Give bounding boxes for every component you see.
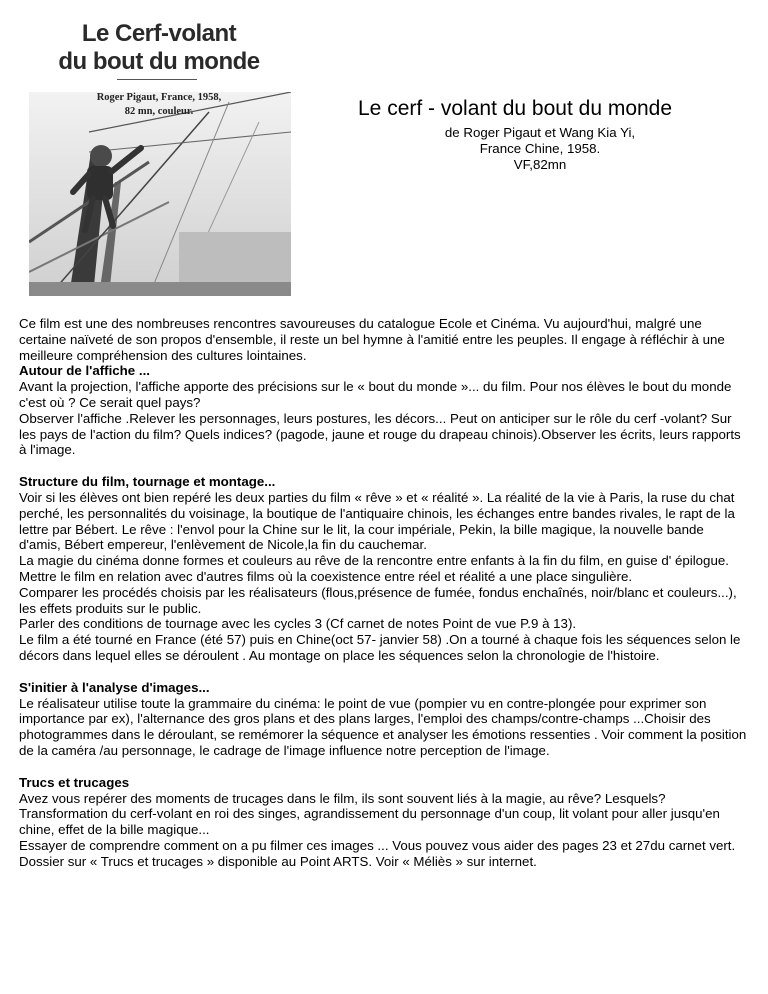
poster-credit-line2: 82 mn, couleur. (124, 106, 194, 117)
section-heading-affiche: Autour de l'affiche ... (19, 363, 150, 379)
paragraph: Avant la projection, l'affiche apporte des précisions sur le « bout du monde »... du film. Pour nos élèves le bout du monde c'est où ? Ce serait quel pays? (19, 379, 732, 410)
section-heading-trucages: Trucs et trucages (19, 774, 130, 790)
film-title: Le cerf - volant du bout du monde (358, 97, 673, 120)
film-country-year: France Chine, 1958. (479, 141, 601, 156)
paragraph: Comparer les procédés choisis par les réalisateurs (flous,présence de fumée, fondus enchaînés, noir/blanc et couleurs...), les effets produits sur le public. (19, 584, 737, 616)
poster-title-line2: du bout du monde (58, 48, 260, 75)
paragraph: La magie du cinéma donne formes et couleurs au rêve de la rencontre entre enfants à la fin du film, en guise d' épilogue. (19, 553, 729, 569)
paragraph: Voir si les élèves ont bien repéré les deux parties du film « rêve » et « réalité ». La réalité de la vie à Paris, la ruse du chat perché, les personnalités du voisinage, la boutique de l'antiquaire chinois, les échanges entre bandes rivales, le rapt de la lettre par Bébert. Le rêve : l'envol pour la Chine sur le lit, la cour impériale, Pekin, la bille magique, la nouvelle bande d'amis, Bébert empereur, l'enlèvement de Nicole,la fin du cauchemar. (19, 489, 735, 553)
paragraph: Avez vous repérer des moments de trucages dans le film, ils sont souvent liés à la magie, au rêve? Lesquels? Transformation du cerf-volant en roi des singes, agrandissement du personnage d'un coup, lit volant pour aller jusqu'en chine, effet de la bille magique... (19, 790, 720, 838)
spacer (19, 759, 749, 775)
paragraph: Observer l'affiche .Relever les personnages, leurs postures, les décors... Peut on anticiper sur le rôle du cerf -volant? Sur les pays de l'action du film? Quels indices? (pagode, jaune et rouge du drapeau chinois).Observer les écrits, leurs rapports à l'image. (19, 410, 741, 458)
paragraph: Mettre le film en relation avec d'autres films où la coexistence entre réel et réalité a une place singulière. (19, 568, 633, 584)
section-heading-structure: Structure du film, tournage et montage... (19, 474, 276, 490)
poster-credit-line1: Roger Pigaut, France, 1958, (96, 92, 222, 103)
film-version-duration: VF,82mn (513, 157, 567, 172)
poster-photo (29, 92, 291, 296)
film-poster (19, 6, 299, 296)
spacer (19, 458, 749, 474)
paragraph: Parler des conditions de tournage avec les cycles 3 (Cf carnet de notes Point de vue P.9 à 13). (19, 616, 577, 632)
poster-title-line1: Le Cerf-volant (81, 20, 237, 47)
paragraph: Essayer de comprendre comment on a pu filmer ces images ... Vous pouvez vous aider des pages 23 et 27du carnet vert. Dossier sur « Trucs et trucages » disponible au Point ARTS. Voir « Méliès » sur internet. (19, 837, 736, 869)
section-heading-analyse: S'initier à l'analyse d'images... (19, 679, 210, 695)
paragraph: Le film a été tourné en France (été 57) puis en Chine(oct 57- janvier 58) .On a tourné à chaque fois les séquences selon le décors dans lequel elles se déroulent . Au montage on place les séquences selon la chronologie de l'histoire. (19, 632, 741, 663)
poster-divider (117, 79, 197, 80)
document-body (19, 316, 749, 870)
paragraph: Le réalisateur utilise toute la grammaire du cinéma: le point de vue (pompier vu en contre-plongée pour exprimer son importance par ex), l'alternance des gros plans et des plans larges, l'emploi des champs/contre-champs ...Choisir des photogrammes dans le déroulant, se remémorer la séquence et analyser les émotions ressenties . Voir comment la position de la caméra /au personnage, le cadrage de l'image influence notre perception de l'image. (19, 695, 747, 758)
intro-paragraph: Ce film est une des nombreuses rencontres savoureuses du catalogue Ecole et Cinéma. Vu aujourd'hui, malgré une certaine naïveté de son propos d'ensemble, il reste un bel hymne à l'amitié entre les peuples. Il engage à réfléchir à une meilleure compréhension des cultures lointaines. (19, 316, 725, 363)
film-directors: de Roger Pigaut et Wang Kia Yi, (444, 125, 636, 140)
spacer (19, 664, 749, 680)
